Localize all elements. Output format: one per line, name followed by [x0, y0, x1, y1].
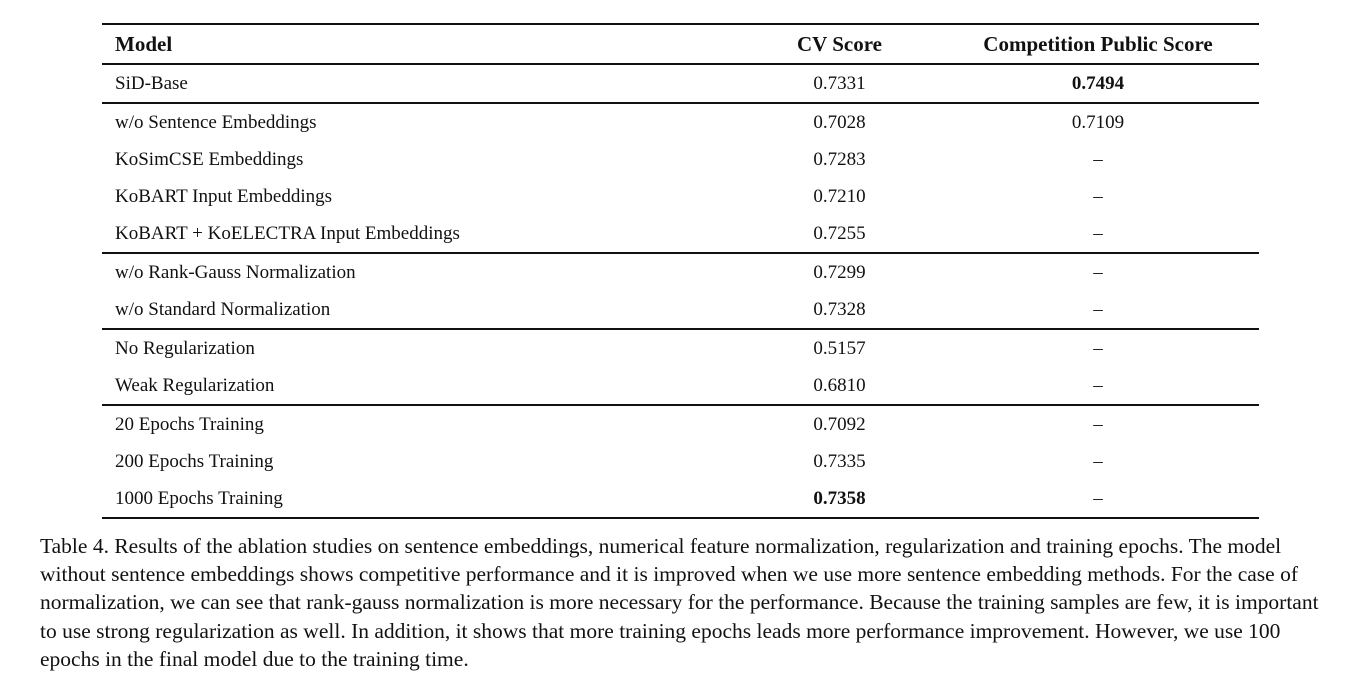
cell-cv-score: 0.7331: [742, 64, 937, 103]
cell-public-score: –: [1093, 148, 1103, 170]
table-row: [102, 178, 1259, 215]
cell-model: w/o Standard Normalization: [102, 291, 742, 329]
cell-model: w/o Rank-Gauss Normalization: [115, 261, 356, 283]
cell-public-score: –: [937, 367, 1259, 405]
cell-model: 1000 Epochs Training: [102, 480, 742, 518]
table-row: [102, 443, 1259, 480]
table-row: [102, 141, 1259, 178]
header-model: Model: [115, 31, 173, 56]
cell-public-score: –: [937, 215, 1259, 253]
cell-model: No Regularization: [115, 337, 255, 359]
table-caption: Table 4. Results of the ablation studies on sentence embeddings, numerical feature normalization, regularization and training epochs. The model without sentence embeddings shows competitive performance and it is improved when we use more sentence embedding methods. For the case of normalization, we can see that rank-gauss normalization is more necessary for the performance. Because the training samples are few, it is important to use strong regularization as well. In addition, it shows that more training epochs leads more performance improvement. However, we use 100 epochs in the final model due to the training time.: [40, 534, 1319, 671]
header-public-score: Competition Public Score: [983, 31, 1213, 56]
table-row: [102, 253, 1259, 291]
cell-cv-score: 0.7299: [813, 261, 866, 283]
cell-cv-score: 0.7028: [813, 111, 866, 133]
table-body: [102, 64, 1259, 518]
cell-cv-score: 0.7283: [813, 148, 866, 170]
cell-model: Weak Regularization: [102, 367, 742, 405]
cell-public-score: 0.7494: [937, 64, 1259, 103]
table-row: [102, 103, 1259, 141]
cell-model: 200 Epochs Training: [115, 450, 274, 472]
cell-cv-score: 0.7210: [813, 185, 866, 207]
header-cv-score: CV Score: [797, 31, 882, 56]
cell-cv-score: 0.7255: [742, 215, 937, 253]
table-row: [102, 64, 1259, 103]
cell-model: KoBART Input Embeddings: [115, 185, 333, 207]
table-row: [102, 215, 1259, 253]
cell-model: SiD-Base: [102, 64, 742, 103]
cell-model: KoBART + KoELECTRA Input Embeddings: [102, 215, 742, 253]
cell-public-score: –: [1093, 261, 1103, 283]
cell-cv-score: 0.7328: [742, 291, 937, 329]
cell-cv-score: 0.7092: [813, 413, 866, 435]
cell-public-score: –: [1093, 413, 1103, 435]
cell-public-score: –: [1093, 450, 1103, 472]
table-header: [102, 24, 1259, 64]
cell-public-score: –: [937, 480, 1259, 518]
cell-cv-score: 0.5157: [813, 337, 866, 359]
cell-public-score: 0.7109: [1071, 111, 1125, 133]
table-row: [102, 291, 1259, 329]
cell-cv-score: 0.6810: [742, 367, 937, 405]
cell-public-score: –: [1093, 337, 1103, 359]
cell-public-score: –: [1093, 185, 1103, 207]
table-row: [102, 480, 1259, 518]
table-row: [102, 329, 1259, 367]
cell-cv-score: 0.7358: [742, 480, 937, 518]
cell-model: 20 Epochs Training: [115, 413, 264, 435]
cell-model: w/o Sentence Embeddings: [115, 111, 317, 133]
cell-public-score: –: [937, 291, 1259, 329]
ablation-table: [102, 23, 1259, 519]
header-row: [102, 24, 1259, 64]
cell-cv-score: 0.7335: [813, 450, 866, 472]
table-row: [102, 367, 1259, 405]
ablation-table-container: [102, 23, 1259, 519]
cell-model: KoSimCSE Embeddings: [115, 148, 304, 170]
table-row: [102, 405, 1259, 443]
